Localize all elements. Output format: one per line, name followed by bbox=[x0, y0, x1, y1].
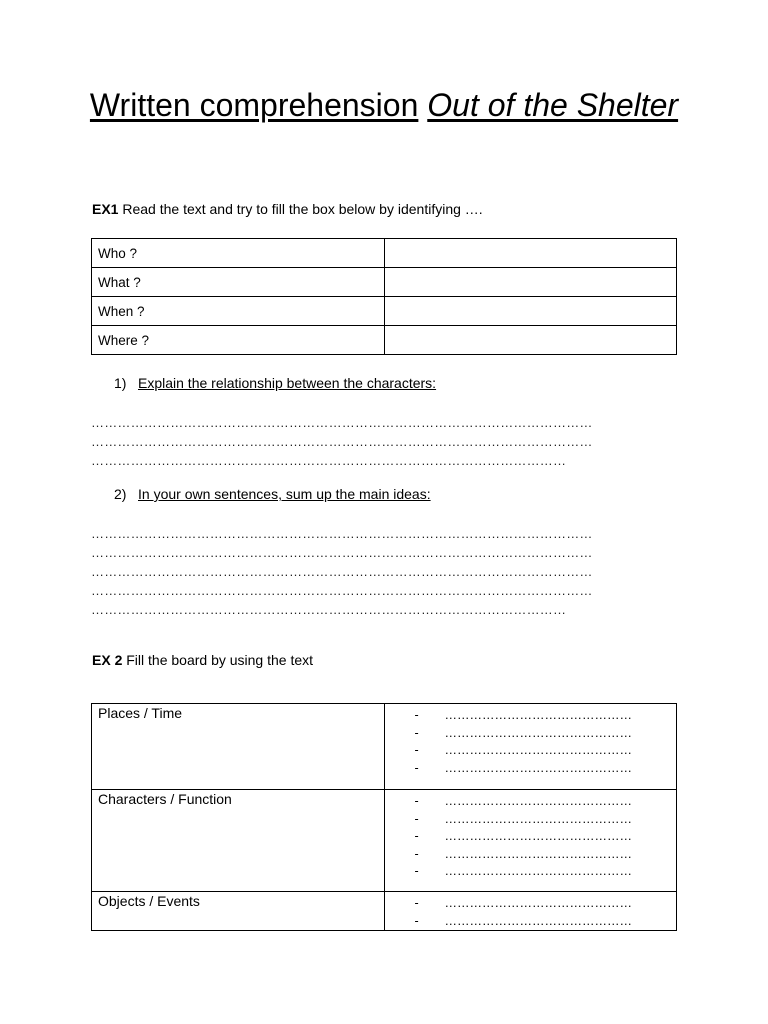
title-main: Written comprehension bbox=[89, 87, 419, 123]
bullet-dash: - bbox=[414, 743, 419, 757]
answer-cell-when[interactable] bbox=[384, 297, 677, 326]
row-label-characters-function: Characters / Function bbox=[92, 790, 385, 892]
dotted-line: ……………………………………………………………………………………………… bbox=[91, 453, 567, 468]
bullet-dots: ……………………………………… bbox=[444, 743, 632, 757]
bullet-dots: ……………………………………… bbox=[444, 913, 632, 928]
row-label-when: When ? bbox=[92, 297, 385, 326]
bullet-dots: ……………………………………… bbox=[444, 708, 632, 722]
bullet-cell[interactable] bbox=[384, 790, 677, 892]
bullet-cell[interactable] bbox=[384, 704, 677, 790]
table-row bbox=[92, 326, 677, 355]
table-row bbox=[92, 704, 677, 790]
question-text: In your own sentences, sum up the main ideas: bbox=[138, 486, 431, 502]
page-title bbox=[0, 86, 768, 125]
bullet-dash: - bbox=[414, 811, 419, 826]
ex2-table bbox=[91, 703, 677, 931]
bullet-item bbox=[415, 913, 677, 931]
bullet-dash: - bbox=[414, 913, 419, 928]
question-number: 1) bbox=[114, 375, 127, 391]
ex1-table bbox=[91, 238, 677, 355]
bullet-dots: ……………………………………… bbox=[444, 725, 632, 740]
bullet-dash: - bbox=[414, 864, 419, 878]
title-italic: Out of the Shelter bbox=[427, 87, 679, 123]
bullet-cell[interactable] bbox=[384, 892, 677, 931]
answer-lines-1[interactable] bbox=[91, 413, 681, 470]
table-row bbox=[92, 239, 677, 268]
ex1-label: EX1 bbox=[92, 201, 119, 217]
dotted-line: …………………………………………………………………………………………………… bbox=[91, 415, 593, 430]
bullet-dots: ……………………………………… bbox=[444, 794, 632, 808]
bullet-item bbox=[415, 863, 677, 881]
bullet-item bbox=[415, 828, 677, 846]
ex2-instruction: Fill the board by using the text bbox=[126, 652, 314, 668]
bullet-list bbox=[391, 895, 677, 930]
dotted-line: ……………………………………………………………………………………………… bbox=[91, 602, 567, 617]
bullet-dots: ……………………………………… bbox=[444, 829, 632, 843]
bullet-dots: ……………………………………… bbox=[444, 811, 632, 826]
table-row bbox=[92, 790, 677, 892]
bullet-item bbox=[415, 760, 677, 778]
question-1 bbox=[114, 375, 436, 391]
answer-cell-what[interactable] bbox=[384, 268, 677, 297]
bullet-dots: ……………………………………… bbox=[444, 760, 632, 775]
table-row bbox=[92, 892, 677, 931]
bullet-item bbox=[415, 725, 677, 743]
row-label-objects-events: Objects / Events bbox=[92, 892, 385, 931]
row-label-where: Where ? bbox=[92, 326, 385, 355]
bullet-dash: - bbox=[414, 725, 419, 740]
bullet-item bbox=[415, 895, 677, 913]
bullet-dash: - bbox=[414, 896, 419, 910]
bullet-item bbox=[415, 742, 677, 760]
bullet-item bbox=[415, 811, 677, 829]
question-number: 2) bbox=[114, 486, 127, 502]
answer-lines-2[interactable] bbox=[91, 524, 681, 619]
question-2 bbox=[114, 486, 431, 502]
bullet-dash: - bbox=[414, 794, 419, 808]
bullet-dots: ……………………………………… bbox=[444, 896, 632, 910]
bullet-item bbox=[415, 707, 677, 725]
bullet-item bbox=[415, 846, 677, 864]
bullet-dots: ……………………………………… bbox=[444, 864, 632, 878]
answer-cell-who[interactable] bbox=[384, 239, 677, 268]
row-label-what: What ? bbox=[92, 268, 385, 297]
dotted-line: …………………………………………………………………………………………………… bbox=[91, 526, 593, 541]
row-label-places-time: Places / Time bbox=[92, 704, 385, 790]
answer-cell-where[interactable] bbox=[384, 326, 677, 355]
bullet-dash: - bbox=[414, 829, 419, 843]
ex2-label: EX 2 bbox=[92, 652, 123, 668]
row-label-who: Who ? bbox=[92, 239, 385, 268]
dotted-line: …………………………………………………………………………………………………… bbox=[91, 564, 593, 579]
dotted-line: …………………………………………………………………………………………………… bbox=[91, 545, 593, 560]
table-row bbox=[92, 297, 677, 326]
bullet-dash: - bbox=[414, 708, 419, 722]
table-row bbox=[92, 268, 677, 297]
bullet-list bbox=[391, 707, 677, 777]
bullet-dash: - bbox=[414, 760, 419, 775]
ex1-instruction: Read the text and try to fill the box below by identifying …. bbox=[122, 201, 483, 217]
ex2-heading bbox=[92, 652, 313, 668]
dotted-line: …………………………………………………………………………………………………… bbox=[91, 434, 593, 449]
question-text: Explain the relationship between the characters: bbox=[138, 375, 437, 391]
ex1-heading bbox=[92, 201, 483, 217]
dotted-line: …………………………………………………………………………………………………… bbox=[91, 583, 593, 598]
bullet-dash: - bbox=[414, 846, 419, 861]
bullet-item bbox=[415, 793, 677, 811]
bullet-list bbox=[391, 793, 677, 881]
bullet-dots: ……………………………………… bbox=[444, 846, 632, 861]
